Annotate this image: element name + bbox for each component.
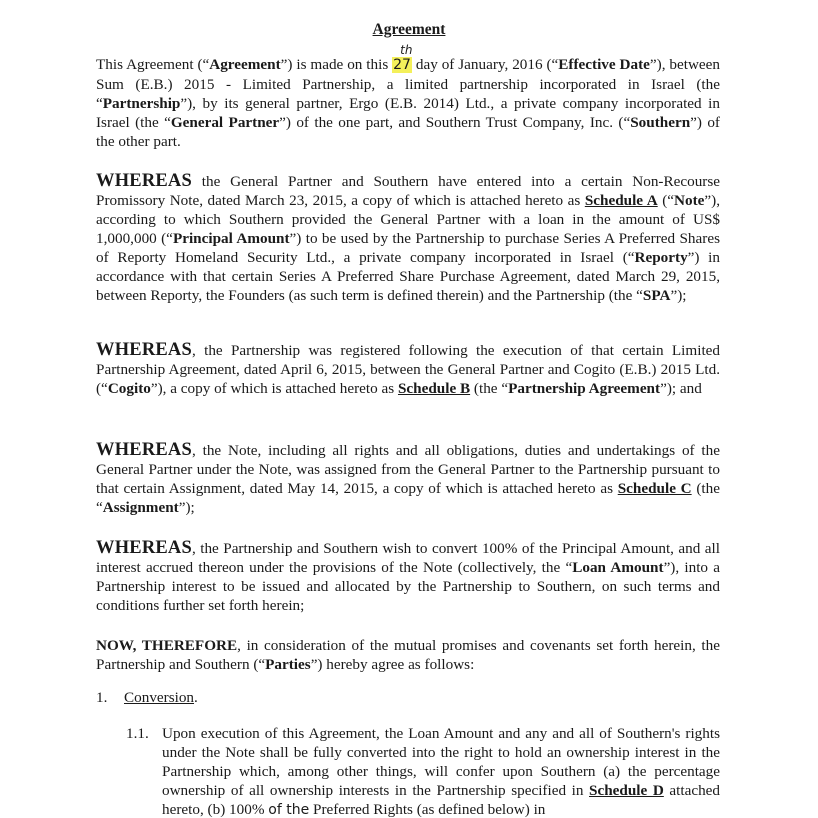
- whereas-paragraph-1: [96, 172, 720, 305]
- whereas4-text-2: ”), into a Partnership interest to be issued and allocated by the Partnership to Southern, on such terms and conditions further set forth herein;: [96, 559, 721, 614]
- intro-paragraph: [96, 43, 721, 151]
- whereas2-text-1: , the Partnership was registered following the execution of that certain Limited Partnership Agreement, dated April 6, 2015, between the General Partner and Cogito (E.B.) 2015 Ltd. (“: [96, 342, 720, 397]
- schedule-c-ref: Schedule C: [617, 480, 692, 497]
- schedule-b-ref: Schedule B: [397, 380, 471, 397]
- intro-text-6: ”) of the one part, and Southern Trust Company, Inc. (“: [279, 114, 631, 131]
- subsection-body: [162, 724, 720, 818]
- intro-text-7: ”) of the other part.: [96, 114, 720, 150]
- term-principal-amount: Principal Amount: [172, 230, 290, 247]
- term-reporty: Reporty: [634, 249, 688, 266]
- term-assignment: Assignment: [102, 499, 179, 516]
- sub-text-1: Upon execution of this Agreement, the Loan Amount and any and all of Southern's rights under the Note shall be fully converted into the right to hold an ownership interest in the Partnership which, among other things, will confer upon Southern (a) the percentage ownership of all ownership interests in the Partnership specified in: [162, 725, 720, 799]
- term-loan-amount: Loan Amount: [572, 559, 664, 576]
- whereas-paragraph-2: [96, 341, 720, 398]
- schedule-a-ref: Schedule A: [584, 192, 658, 209]
- sub-text-2: attached hereto, (b) 100%: [162, 782, 721, 818]
- intro-text-4: ”), between Sum (E.B.) 2015 - Limited Partnership, a limited partnership incorporated in Israel (the “: [96, 56, 721, 112]
- section-label: Conversion: [124, 689, 195, 706]
- term-partnership-agreement: Partnership Agreement: [508, 380, 661, 397]
- now-text-2: ”) hereby agree as follows:: [310, 656, 475, 673]
- whereas2-text-3: (the “: [470, 380, 509, 397]
- handwritten-date: [392, 43, 413, 75]
- handwritten-day-suffix: th: [400, 43, 413, 57]
- term-agreement: Agreement: [209, 56, 281, 73]
- highlighted-day: 27: [393, 57, 411, 73]
- now-therefore-paragraph: [96, 636, 720, 674]
- section-period: .: [194, 689, 198, 706]
- sub-text-hand: of the: [268, 802, 310, 818]
- term-southern: Southern: [630, 114, 691, 131]
- schedule-d-ref: Schedule D: [589, 782, 664, 799]
- whereas2-text-4: ”); and: [660, 380, 702, 397]
- whereas1-text-6: ”);: [670, 287, 687, 304]
- whereas1-text-5: ”) in accordance with that certain Series A Preferred Share Purchase Agreement, dated March 29, 2015, between Reporty, the Founders (as such term is defined therein) and the Partnership (the “: [96, 249, 720, 304]
- whereas4-text-1: , the Partnership and Southern wish to convert 100% of the Principal Amount, and all interest accrued thereon under the provisions of the Note (collectively, the “: [96, 540, 720, 576]
- section-1-heading: [96, 688, 696, 707]
- whereas3-text-1: , the Note, including all rights and all obligations, duties and undertakings of the General Partner under the Note, was assigned from the General Partner to the Partnership pursuant to that certain Assignment, dated May 14, 2015, a copy of which is attached hereto as: [96, 442, 720, 497]
- whereas-lead: WHEREAS: [96, 171, 192, 191]
- whereas1-text-4: ”) to be used by the Partnership to purchase Series A Preferred Shares of Reporty Homeland Security Ltd., a private company incorporated in Israel (“: [96, 230, 720, 266]
- whereas3-text-2: (the “: [96, 480, 720, 516]
- now-therefore-lead: NOW, THEREFORE: [96, 637, 238, 654]
- section-number: 1.: [96, 689, 108, 706]
- subsection-number: 1.1.: [126, 725, 149, 742]
- document-title: Agreement: [372, 21, 446, 38]
- term-spa: SPA: [642, 287, 671, 304]
- intro-text-2: ”) is made on this: [280, 56, 393, 73]
- whereas3-text-3: ”);: [178, 499, 195, 516]
- intro-text-1: This Agreement (“: [96, 56, 210, 73]
- whereas1-text-3: ”), according to which Southern provided the General Partner with a loan in the amount of US$ 1,000,000 (“: [96, 192, 721, 247]
- whereas1-text-1: the General Partner and Southern have entered into a certain Non-Recourse Promissory Note, dated March 23, 2015, a copy of which is attached hereto as: [96, 173, 720, 209]
- term-cogito: Cogito: [107, 380, 151, 397]
- intro-text-3: day of January, 2016 (“: [411, 56, 559, 73]
- intro-text-5: ”), by its general partner, Ergo (E.B. 2014) Ltd., a private company incorporated in Israel (the “: [96, 95, 720, 131]
- whereas-lead: WHEREAS: [96, 340, 192, 360]
- whereas2-text-2: ”), a copy of which is attached hereto as: [150, 380, 398, 397]
- term-partnership: Partnership: [102, 95, 181, 112]
- whereas-paragraph-4: [96, 539, 720, 615]
- term-note: Note: [674, 192, 705, 209]
- whereas1-text-2: (“: [657, 192, 675, 209]
- sub-text-3: Preferred Rights (as defined below) in: [309, 801, 546, 818]
- whereas-lead: WHEREAS: [96, 538, 192, 558]
- now-text-1: , in consideration of the mutual promises and covenants set forth herein, the Partnership and Southern (“: [96, 637, 720, 673]
- term-parties: Parties: [265, 656, 311, 673]
- term-effective-date: Effective Date: [558, 56, 650, 73]
- whereas-lead: WHEREAS: [96, 440, 192, 460]
- whereas-paragraph-3: [96, 441, 720, 517]
- term-general-partner: General Partner: [170, 114, 280, 131]
